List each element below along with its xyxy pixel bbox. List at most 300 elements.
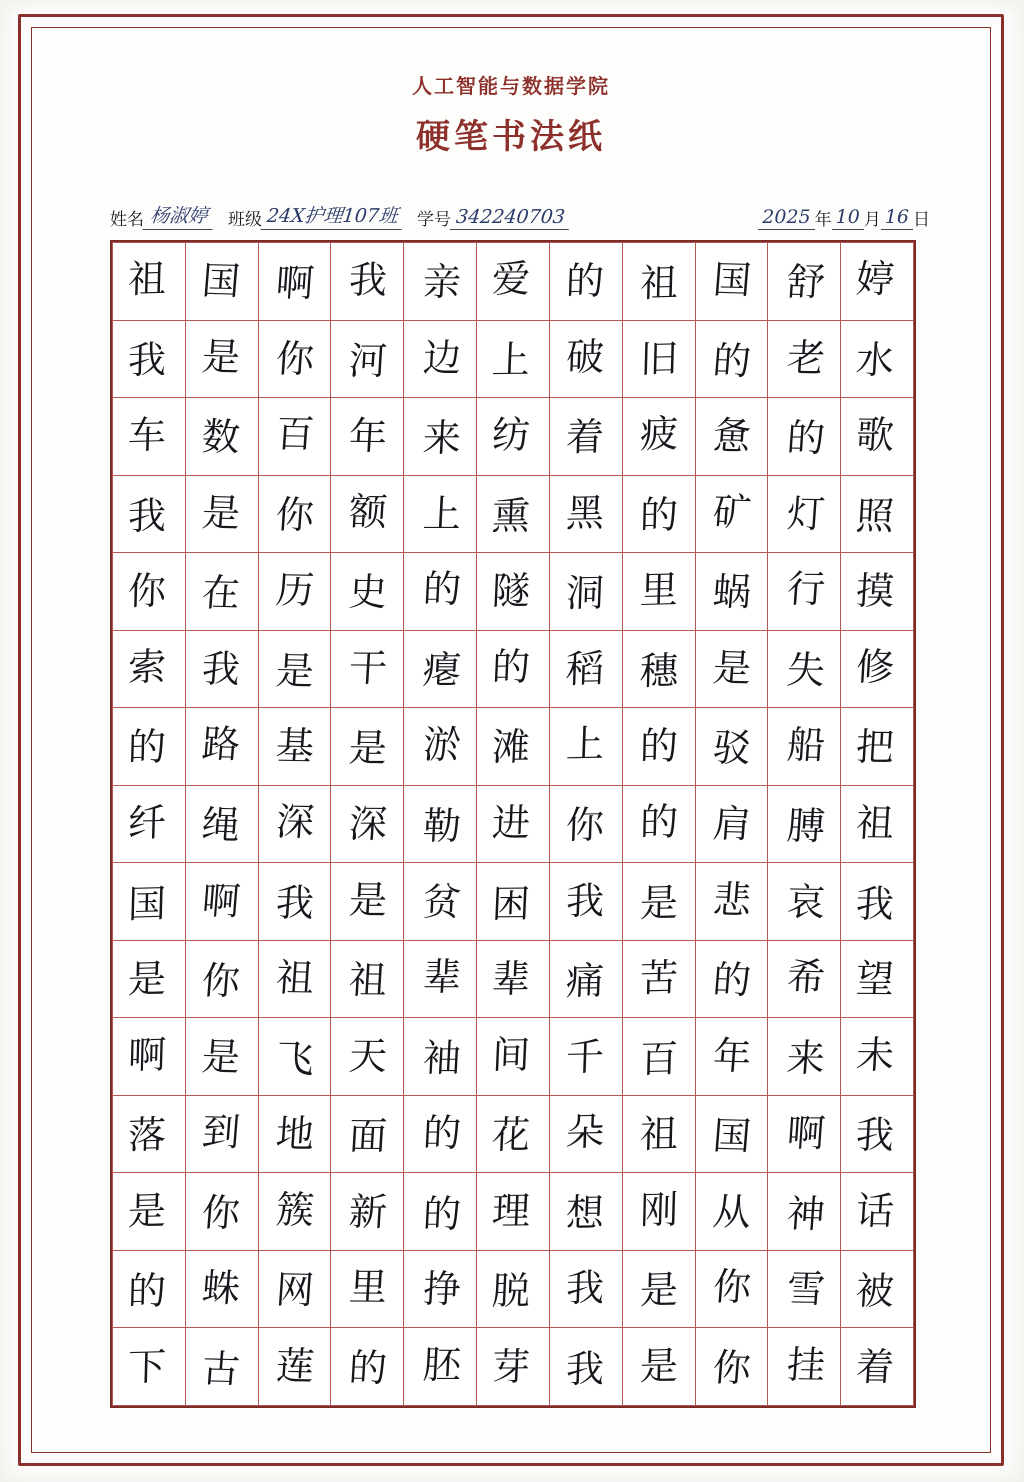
grid-cell[interactable] (841, 553, 914, 631)
grid-cell[interactable] (477, 1173, 550, 1251)
grid-cell[interactable] (404, 320, 477, 398)
grid-cell[interactable] (113, 320, 186, 398)
grid-cell[interactable] (695, 1095, 768, 1173)
grid-cell[interactable] (841, 940, 914, 1018)
handwritten-character: 古 (199, 1346, 242, 1392)
handwritten-character: 蜗 (711, 569, 754, 615)
grid-cell[interactable] (768, 630, 841, 708)
grid-cell[interactable] (549, 1095, 622, 1173)
grid-cell[interactable] (768, 1250, 841, 1328)
grid-cell[interactable] (404, 553, 477, 631)
grid-cell[interactable] (113, 863, 186, 941)
handwritten-character: 国 (711, 257, 754, 303)
grid-cell[interactable] (404, 1250, 477, 1328)
grid-cell[interactable] (622, 940, 695, 1018)
grid-row (113, 320, 914, 398)
handwritten-character: 照 (854, 493, 896, 539)
grid-cell[interactable] (549, 1328, 622, 1406)
handwritten-character: 的 (638, 492, 679, 538)
grid-cell[interactable] (549, 708, 622, 786)
grid-cell[interactable] (695, 320, 768, 398)
handwritten-character: 国 (711, 1113, 753, 1159)
grid-cell[interactable] (841, 243, 914, 321)
grid-cell[interactable] (695, 1173, 768, 1251)
grid-cell[interactable] (549, 398, 622, 476)
grid-cell[interactable] (549, 243, 622, 321)
handwritten-character: 上 (490, 337, 531, 382)
name-label: 姓名 (110, 210, 144, 230)
grid-row (113, 243, 914, 321)
handwritten-character: 的 (785, 416, 827, 461)
handwritten-character: 深 (347, 801, 389, 847)
handwritten-character: 熏 (490, 493, 531, 539)
handwritten-character: 从 (711, 1189, 754, 1235)
handwritten-character: 朵 (565, 1109, 605, 1155)
grid-row (113, 863, 914, 941)
handwritten-character: 是 (127, 1188, 167, 1234)
handwritten-character: 是 (200, 334, 242, 380)
grid-cell[interactable] (185, 243, 258, 321)
grid-cell[interactable] (477, 553, 550, 631)
grid-cell[interactable] (477, 785, 550, 863)
grid-cell[interactable] (695, 1018, 768, 1096)
grid-cell[interactable] (331, 1328, 404, 1406)
handwritten-character: 啊 (200, 877, 242, 923)
grid-cell[interactable] (258, 785, 331, 863)
handwritten-character: 啊 (127, 1032, 167, 1078)
handwritten-character: 袖 (421, 1035, 463, 1080)
grid-cell[interactable] (768, 398, 841, 476)
grid-cell[interactable] (622, 1173, 695, 1251)
grid-cell[interactable] (477, 320, 550, 398)
grid-cell[interactable] (258, 320, 331, 398)
handwritten-character: 肩 (711, 801, 754, 847)
grid-cell[interactable] (404, 475, 477, 553)
handwritten-character: 我 (854, 1112, 896, 1158)
handwritten-character: 到 (200, 1109, 242, 1155)
grid-cell[interactable] (331, 1250, 404, 1328)
handwritten-character: 稻 (564, 646, 605, 692)
handwritten-character: 行 (785, 567, 827, 612)
grid-cell[interactable] (549, 785, 622, 863)
handwritten-character: 挂 (785, 1342, 827, 1388)
grid-cell[interactable] (841, 475, 914, 553)
grid-cell[interactable] (622, 1328, 695, 1406)
grid-cell[interactable] (622, 1018, 695, 1096)
handwritten-character: 是 (273, 648, 315, 694)
handwritten-character: 是 (127, 956, 167, 1002)
grid-row (113, 708, 914, 786)
grid-cell[interactable] (404, 630, 477, 708)
handwritten-character: 的 (711, 338, 753, 384)
handwritten-character: 的 (422, 567, 463, 612)
grid-cell[interactable] (113, 1328, 186, 1406)
handwritten-character: 是 (638, 880, 679, 926)
grid-cell[interactable] (841, 630, 914, 708)
grid-cell[interactable] (185, 1095, 258, 1173)
handwritten-character: 理 (491, 1188, 531, 1233)
grid-cell[interactable] (695, 1250, 768, 1328)
grid-cell[interactable] (622, 553, 695, 631)
grid-cell[interactable] (185, 398, 258, 476)
grid-cell[interactable] (622, 708, 695, 786)
handwritten-character: 你 (273, 336, 316, 382)
date-year-unit: 年 (814, 210, 832, 230)
handwritten-character: 着 (854, 1344, 896, 1389)
grid-cell[interactable] (113, 785, 186, 863)
grid-cell[interactable] (404, 863, 477, 941)
grid-cell[interactable] (185, 1250, 258, 1328)
grid-cell[interactable] (549, 1018, 622, 1096)
grid-cell[interactable] (768, 320, 841, 398)
grid-cell[interactable] (841, 1173, 914, 1251)
grid-cell[interactable] (258, 398, 331, 476)
grid-cell[interactable] (185, 630, 258, 708)
grid-cell[interactable] (258, 940, 331, 1018)
handwritten-character: 飞 (273, 1036, 315, 1081)
handwritten-character: 下 (127, 1344, 167, 1390)
grid-cell[interactable] (841, 1250, 914, 1328)
handwritten-character: 祖 (638, 1111, 679, 1157)
grid-cell[interactable] (477, 630, 550, 708)
handwritten-character: 悲 (711, 877, 754, 923)
grid-cell[interactable] (113, 243, 186, 321)
handwritten-character: 啊 (273, 260, 315, 306)
grid-cell[interactable] (549, 475, 622, 553)
character-grid-body (113, 243, 914, 1406)
grid-cell[interactable] (258, 1018, 331, 1096)
grid-cell[interactable] (331, 475, 404, 553)
grid-cell[interactable] (477, 1328, 550, 1406)
grid-cell[interactable] (185, 1328, 258, 1406)
grid-row (113, 1018, 914, 1096)
grid-cell[interactable] (331, 398, 404, 476)
grid-cell[interactable] (258, 1095, 331, 1173)
handwritten-character: 我 (564, 1346, 605, 1392)
grid-cell[interactable] (185, 1173, 258, 1251)
handwritten-character: 国 (200, 258, 242, 304)
handwritten-character: 间 (491, 1032, 532, 1077)
grid-cell[interactable] (695, 630, 768, 708)
grid-cell[interactable] (549, 940, 622, 1018)
grid-cell[interactable] (695, 708, 768, 786)
grid-cell[interactable] (404, 1018, 477, 1096)
grid-cell[interactable] (695, 940, 768, 1018)
grid-cell[interactable] (768, 708, 841, 786)
grid-cell[interactable] (185, 475, 258, 553)
grid-cell[interactable] (113, 940, 186, 1018)
grid-cell[interactable] (477, 1018, 550, 1096)
handwritten-character: 摸 (854, 569, 896, 614)
grid-cell[interactable] (549, 863, 622, 941)
grid-cell[interactable] (113, 630, 186, 708)
handwritten-character: 进 (491, 800, 531, 846)
grid-cell[interactable] (768, 1018, 841, 1096)
handwritten-character: 百 (274, 412, 316, 457)
grid-cell[interactable] (331, 243, 404, 321)
sheet-header (31, 70, 991, 158)
grid-cell[interactable] (477, 1095, 550, 1173)
grid-cell[interactable] (258, 1250, 331, 1328)
handwritten-character: 的 (127, 725, 167, 770)
handwritten-character: 绳 (199, 802, 242, 848)
grid-cell[interactable] (841, 398, 914, 476)
grid-cell[interactable] (185, 1018, 258, 1096)
handwritten-character: 水 (854, 337, 896, 382)
handwritten-character: 勒 (421, 803, 463, 848)
handwritten-character: 国 (127, 881, 167, 927)
handwritten-character: 河 (347, 338, 389, 383)
grid-cell[interactable] (258, 863, 331, 941)
grid-cell[interactable] (258, 708, 331, 786)
handwritten-character: 我 (127, 493, 167, 539)
handwritten-character: 船 (785, 723, 827, 768)
handwritten-character: 困 (490, 881, 531, 926)
grid-cell[interactable] (258, 1328, 331, 1406)
date-day-value[interactable]: 16 (881, 206, 913, 230)
grid-cell[interactable] (622, 320, 695, 398)
grid-cell[interactable] (477, 708, 550, 786)
handwritten-character: 索 (127, 644, 167, 690)
handwritten-character: 我 (565, 1265, 605, 1311)
handwritten-character: 你 (711, 1345, 754, 1391)
handwritten-character: 祖 (854, 800, 896, 846)
grid-cell[interactable] (477, 243, 550, 321)
class-field[interactable] (228, 201, 403, 230)
grid-row (113, 398, 914, 476)
grid-cell[interactable] (258, 475, 331, 553)
grid-cell[interactable] (841, 785, 914, 863)
grid-cell[interactable] (331, 553, 404, 631)
handwritten-character: 的 (347, 1345, 389, 1390)
grid-row (113, 785, 914, 863)
grid-cell[interactable] (549, 1173, 622, 1251)
handwritten-character: 基 (273, 724, 316, 769)
grid-cell[interactable] (331, 1018, 404, 1096)
grid-cell[interactable] (768, 243, 841, 321)
grid-cell[interactable] (841, 320, 914, 398)
handwritten-character: 辈 (490, 956, 531, 1002)
handwritten-character: 驳 (711, 725, 753, 771)
grid-cell[interactable] (185, 940, 258, 1018)
handwritten-character: 里 (348, 1265, 389, 1310)
handwritten-character: 啊 (785, 1110, 827, 1156)
grid-row (113, 630, 914, 708)
grid-cell[interactable] (695, 1328, 768, 1406)
grid-cell[interactable] (768, 863, 841, 941)
grid-cell[interactable] (331, 708, 404, 786)
grid-cell[interactable] (113, 398, 186, 476)
grid-cell[interactable] (113, 475, 186, 553)
class-value[interactable]: 24X护理107班 (260, 201, 404, 230)
grid-cell[interactable] (404, 785, 477, 863)
handwritten-character: 来 (785, 1035, 827, 1080)
handwritten-character: 隧 (490, 569, 531, 614)
grid-cell[interactable] (841, 708, 914, 786)
grid-cell[interactable] (258, 243, 331, 321)
handwritten-character: 舒 (785, 259, 827, 305)
handwritten-character: 爱 (491, 257, 532, 302)
grid-cell[interactable] (477, 940, 550, 1018)
handwritten-character: 我 (273, 880, 315, 925)
handwritten-character: 的 (422, 1111, 463, 1156)
grid-cell[interactable] (404, 940, 477, 1018)
grid-cell[interactable] (331, 1173, 404, 1251)
handwritten-character: 的 (564, 258, 605, 304)
handwritten-character: 是 (638, 1267, 679, 1313)
handwritten-character: 贫 (421, 879, 463, 924)
grid-cell[interactable] (549, 320, 622, 398)
grid-cell[interactable] (113, 1250, 186, 1328)
student-id-field[interactable] (417, 205, 570, 230)
grid-cell[interactable] (695, 475, 768, 553)
page-title: 硬笔书法纸 (416, 117, 606, 157)
grid-cell[interactable] (768, 1095, 841, 1173)
grid-cell[interactable] (113, 1173, 186, 1251)
handwritten-character: 祖 (347, 957, 389, 1003)
handwritten-character: 灯 (785, 491, 827, 537)
grid-cell[interactable] (331, 1095, 404, 1173)
grid-cell[interactable] (404, 398, 477, 476)
date-year-value[interactable]: 2025 (758, 206, 814, 230)
grid-cell[interactable] (768, 1173, 841, 1251)
handwritten-character: 脱 (490, 1269, 531, 1314)
grid-cell[interactable] (477, 398, 550, 476)
handwritten-character: 着 (564, 415, 605, 460)
grid-cell[interactable] (331, 863, 404, 941)
grid-cell[interactable] (477, 1250, 550, 1328)
grid-cell[interactable] (258, 553, 331, 631)
handwritten-character: 祖 (127, 256, 167, 302)
grid-cell[interactable] (331, 940, 404, 1018)
grid-cell[interactable] (695, 863, 768, 941)
grid-cell[interactable] (768, 940, 841, 1018)
grid-cell[interactable] (695, 398, 768, 476)
grid-cell[interactable] (841, 1018, 914, 1096)
grid-cell[interactable] (841, 863, 914, 941)
grid-cell[interactable] (258, 630, 331, 708)
grid-cell[interactable] (404, 1095, 477, 1173)
grid-cell[interactable] (622, 1250, 695, 1328)
grid-row (113, 475, 914, 553)
handwritten-character: 的 (711, 957, 754, 1003)
handwritten-character: 未 (854, 1032, 896, 1077)
handwritten-character: 的 (491, 644, 532, 690)
grid-cell[interactable] (404, 1173, 477, 1251)
grid-cell[interactable] (841, 1095, 914, 1173)
handwritten-character: 疲 (639, 411, 679, 457)
handwritten-character: 婷 (854, 257, 896, 302)
grid-cell[interactable] (768, 1328, 841, 1406)
grid-cell[interactable] (185, 320, 258, 398)
grid-cell[interactable] (331, 785, 404, 863)
handwritten-character: 你 (564, 802, 605, 848)
grid-cell[interactable] (404, 243, 477, 321)
grid-cell[interactable] (768, 475, 841, 553)
grid-cell[interactable] (113, 1095, 186, 1173)
handwritten-character: 上 (421, 491, 463, 536)
handwritten-character: 失 (785, 647, 827, 693)
grid-cell[interactable] (622, 863, 695, 941)
handwritten-character: 话 (854, 1188, 896, 1233)
grid-cell[interactable] (622, 1095, 695, 1173)
name-value[interactable]: 杨淑婷 (142, 201, 215, 230)
grid-cell[interactable] (113, 553, 186, 631)
student-id-value[interactable]: 342240703 (450, 206, 571, 230)
handwritten-character: 我 (200, 646, 242, 692)
grid-row (113, 1328, 914, 1406)
grid-cell[interactable] (185, 708, 258, 786)
grid-cell[interactable] (185, 553, 258, 631)
handwritten-character: 哀 (785, 879, 827, 924)
grid-row (113, 1095, 914, 1173)
grid-cell[interactable] (185, 785, 258, 863)
grid-cell[interactable] (331, 630, 404, 708)
handwritten-character: 来 (421, 416, 463, 461)
handwritten-character: 祖 (274, 955, 316, 1001)
handwritten-character: 老 (785, 335, 827, 381)
handwritten-character: 天 (348, 1033, 389, 1078)
grid-cell[interactable] (622, 475, 695, 553)
grid-cell[interactable] (113, 708, 186, 786)
grid-cell[interactable] (841, 1328, 914, 1406)
grid-cell[interactable] (622, 398, 695, 476)
name-field[interactable] (110, 201, 214, 230)
handwritten-character: 膊 (785, 803, 827, 849)
date-field[interactable] (758, 205, 930, 230)
handwritten-character: 你 (273, 492, 315, 538)
grid-cell[interactable] (622, 785, 695, 863)
handwritten-character: 是 (711, 645, 754, 691)
grid-cell[interactable] (695, 243, 768, 321)
grid-cell[interactable] (404, 708, 477, 786)
handwritten-character: 辈 (422, 955, 463, 1000)
handwritten-character: 淤 (422, 723, 463, 768)
writing-grid (110, 240, 916, 1408)
grid-cell[interactable] (768, 553, 841, 631)
date-month-value[interactable]: 10 (832, 206, 864, 230)
grid-cell[interactable] (477, 863, 550, 941)
handwritten-character: 的 (638, 723, 679, 769)
grid-cell[interactable] (331, 320, 404, 398)
handwritten-character: 额 (348, 489, 389, 535)
handwritten-character: 被 (854, 1268, 896, 1314)
handwritten-character: 是 (348, 877, 389, 922)
handwritten-character: 瘪 (421, 647, 463, 692)
handwritten-character: 惫 (711, 413, 754, 459)
handwritten-character: 落 (127, 1112, 167, 1158)
grid-cell[interactable] (768, 785, 841, 863)
grid-cell[interactable] (549, 553, 622, 631)
grid-cell[interactable] (549, 1250, 622, 1328)
grid-cell[interactable] (258, 1173, 331, 1251)
handwritten-character: 苦 (639, 955, 679, 1001)
handwritten-character: 百 (638, 1036, 679, 1082)
grid-cell[interactable] (622, 243, 695, 321)
grid-cell[interactable] (113, 1018, 186, 1096)
grid-cell[interactable] (695, 553, 768, 631)
handwritten-character: 雪 (785, 1266, 827, 1312)
handwritten-character: 希 (785, 954, 827, 1000)
grid-cell[interactable] (185, 863, 258, 941)
grid-cell[interactable] (549, 630, 622, 708)
grid-cell[interactable] (622, 630, 695, 708)
grid-cell[interactable] (477, 475, 550, 553)
grid-cell[interactable] (404, 1328, 477, 1406)
grid-cell[interactable] (695, 785, 768, 863)
handwritten-character: 是 (639, 1343, 679, 1389)
handwritten-character: 边 (422, 335, 463, 380)
